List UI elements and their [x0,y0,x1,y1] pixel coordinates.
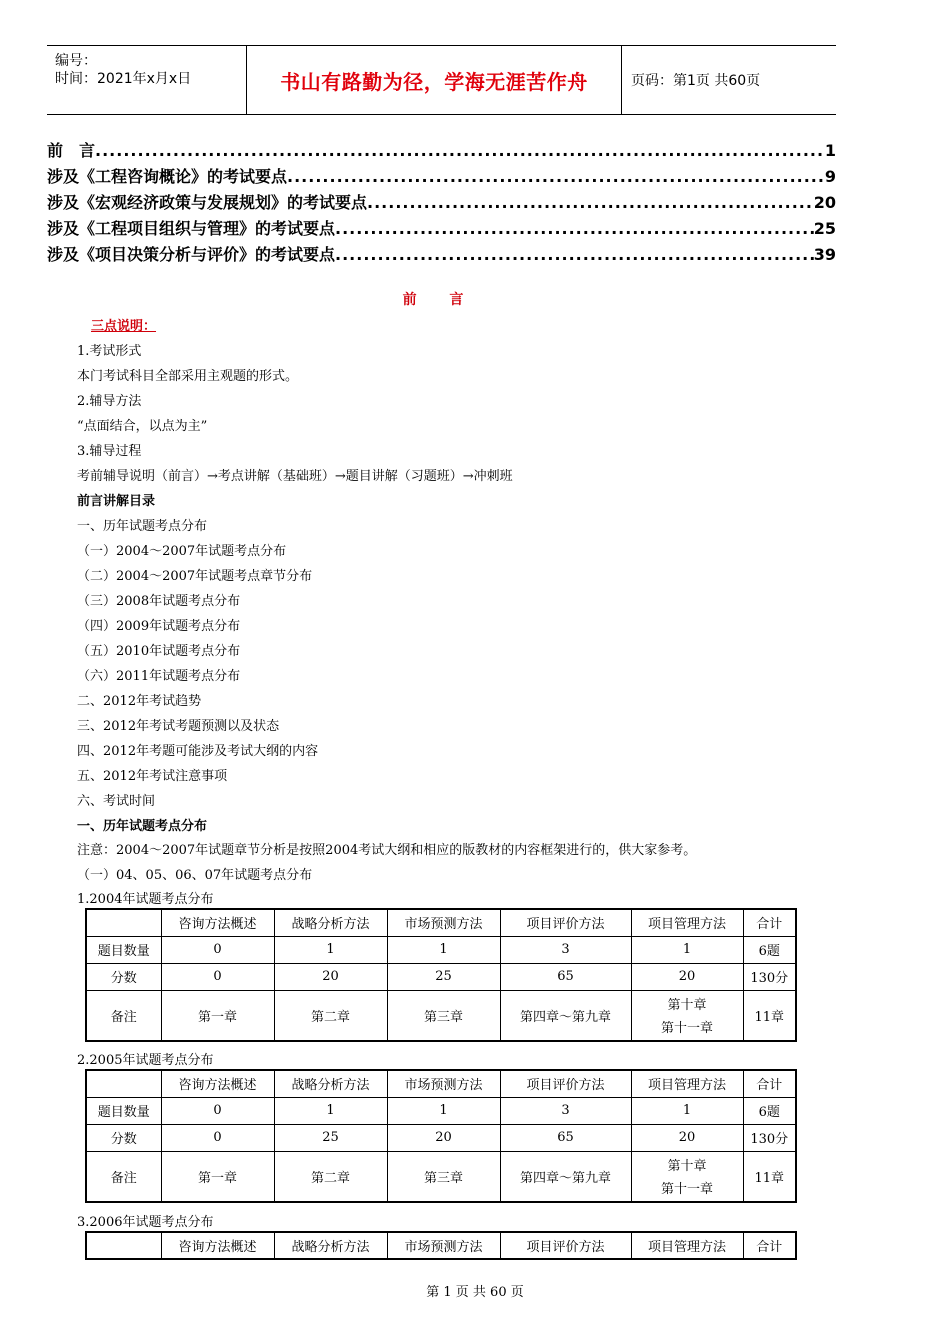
cell-line: 第十一章 [660,1021,713,1037]
table-cell: 6题 [743,936,796,963]
body-line: （四）2009年试题考点分布 [77,619,241,634]
table-cell: 3 [500,1097,631,1124]
table-cell: 11章 [743,990,796,1041]
table-header-cell [86,909,161,936]
table-header-row [86,1070,796,1097]
body-line: 1.考试形式 [77,344,142,359]
time-label: 时间：2021年x月x日 [55,71,192,87]
table-row [86,1151,796,1202]
toc-title: 涉及《工程项目组织与管理》的考试要点 [47,219,336,238]
header-meta [47,46,247,114]
table-2004 [85,908,797,1042]
body-line: （五）2010年试题考点分布 [77,644,241,659]
table-header-cell [86,1232,161,1259]
body-line: （六）2011年试题考点分布 [77,669,241,684]
table-row [86,936,796,963]
table-header-cell: 战略分析方法 [274,1070,387,1097]
table-header-cell: 战略分析方法 [274,909,387,936]
table-2005 [85,1069,797,1203]
table-cell: 1 [631,936,743,963]
toc-page: 20 [813,193,836,212]
body-line: 五、2012年考试注意事项 [77,769,228,784]
table-cell: 题目数量 [86,1097,161,1124]
toc-entry[interactable] [47,216,836,242]
table-header-row [86,909,796,936]
table-cell: 1 [631,1097,743,1124]
heading-line: 前言讲解目录 [77,494,156,509]
table-header-cell: 战略分析方法 [274,1232,387,1259]
cell-line: 第十一章 [660,1182,713,1198]
table-header-cell: 咨询方法概述 [161,909,274,936]
body-line: 六、考试时间 [77,794,156,809]
table-cell: 分数 [86,1124,161,1151]
table-cell-multi [631,1151,743,1202]
toc-entry[interactable] [47,138,836,164]
table-cell: 65 [500,963,631,990]
table-cell: 20 [631,1124,743,1151]
table-header-cell: 市场预测方法 [387,1070,500,1097]
table-cell: 1 [387,936,500,963]
body-line: 2.辅导方法 [77,394,142,409]
table-header-cell: 项目评价方法 [500,1232,631,1259]
table-header-cell: 合计 [743,1070,796,1097]
table-header-row [86,1232,796,1259]
table-header-cell: 咨询方法概述 [161,1070,274,1097]
table-cell: 0 [161,936,274,963]
table-row [86,1124,796,1151]
table-cell: 3 [500,936,631,963]
table-cell: 备注 [86,1151,161,1202]
header-motto: 书山有路勤为径，学海无涯苦作舟 [247,46,622,114]
table-cell: 1 [274,1097,387,1124]
toc-entry[interactable] [47,190,836,216]
toc-page: 25 [813,219,836,238]
table-2006 [85,1231,797,1260]
table-cell: 20 [631,963,743,990]
table-cell: 第三章 [387,990,500,1041]
toc-title: 涉及《工程咨询概论》的考试要点 [47,167,288,186]
table-cell: 25 [274,1124,387,1151]
toc-entry[interactable] [47,164,836,190]
table-row [86,990,796,1041]
number-label: 编号： [55,53,97,69]
body-line: 三、2012年考试考题预测以及状态 [77,719,280,734]
table-cell: 备注 [86,990,161,1041]
section-title: 前 言 [402,292,478,308]
caption-2004: 1.2004年试题考点分布 [77,892,214,907]
table-row [86,1097,796,1124]
body-line: 注意：2004～2007年试题章节分析是按照2004考试大纲和相应的版教材的内容框架进行的，供大家参考。 [77,843,697,858]
heading-line: 一、历年试题考点分布 [77,819,208,834]
page-header [47,45,836,115]
table-cell: 1 [387,1097,500,1124]
table-header-cell [86,1070,161,1097]
table-cell: 分数 [86,963,161,990]
table-cell: 0 [161,963,274,990]
table-cell: 0 [161,1097,274,1124]
table-cell: 第一章 [161,1151,274,1202]
table-cell: 20 [274,963,387,990]
table-cell: 题目数量 [86,936,161,963]
body-line: 二、2012年考试趋势 [77,694,202,709]
body-line: 考前辅导说明（前言）→考点讲解（基础班）→题目讲解（习题班）→冲刺班 [77,469,513,484]
table-cell: 20 [387,1124,500,1151]
table-cell: 0 [161,1124,274,1151]
body-line: “点面结合，以点为主” [77,419,208,434]
body-line: （一）04、05、06、07年试题考点分布 [77,868,313,883]
body-line: 一、历年试题考点分布 [77,519,208,534]
toc-title: 涉及《宏观经济政策与发展规划》的考试要点 [47,193,368,212]
table-header-cell: 项目管理方法 [631,1232,743,1259]
caption-2005: 2.2005年试题考点分布 [77,1053,214,1068]
body-line: 四、2012年考题可能涉及考试大纲的内容 [77,744,319,759]
table-cell: 65 [500,1124,631,1151]
toc-title: 前 言 [47,141,96,160]
table-row [86,963,796,990]
cell-line: 第十章 [667,998,707,1014]
table-cell: 第三章 [387,1151,500,1202]
table-cell: 130分 [743,1124,796,1151]
table-header-cell: 项目评价方法 [500,909,631,936]
table-header-cell: 项目管理方法 [631,1070,743,1097]
footer-page-number: 第 1 页 共 60 页 [426,1285,524,1300]
table-header-cell: 项目管理方法 [631,909,743,936]
table-cell: 第一章 [161,990,274,1041]
toc-page: 9 [824,167,836,186]
body-line: （三）2008年试题考点分布 [77,594,241,609]
header-page-info: 页码：第1页 共60页 [631,73,761,89]
cell-line: 第十章 [667,1159,707,1175]
table-cell: 第四章～第九章 [500,1151,631,1202]
body-line: （一）2004～2007年试题考点分布 [77,544,287,559]
body-line: （二）2004～2007年试题考点章节分布 [77,569,313,584]
toc-title: 涉及《项目决策分析与评价》的考试要点 [47,245,336,264]
table-cell-multi [631,990,743,1041]
table-cell: 11章 [743,1151,796,1202]
table-cell: 25 [387,963,500,990]
table-header-cell: 合计 [743,1232,796,1259]
toc-page: 1 [824,141,836,160]
toc-page: 39 [813,245,836,264]
table-cell: 1 [274,936,387,963]
table-header-cell: 市场预测方法 [387,909,500,936]
table-cell: 130分 [743,963,796,990]
table-cell: 第二章 [274,990,387,1041]
table-header-cell: 咨询方法概述 [161,1232,274,1259]
three-points-subhead: 三点说明： [91,319,157,334]
table-header-cell: 项目评价方法 [500,1070,631,1097]
table-header-cell: 合计 [743,909,796,936]
table-cell: 第二章 [274,1151,387,1202]
body-line: 本门考试科目全部采用主观题的形式。 [77,369,299,384]
table-cell: 第四章～第九章 [500,990,631,1041]
toc-entry[interactable] [47,242,836,268]
table-cell: 6题 [743,1097,796,1124]
table-header-cell: 市场预测方法 [387,1232,500,1259]
caption-2006: 3.2006年试题考点分布 [77,1215,214,1230]
body-line: 3.辅导过程 [77,444,142,459]
page-footer [0,1281,650,1300]
table-of-contents [47,138,836,268]
